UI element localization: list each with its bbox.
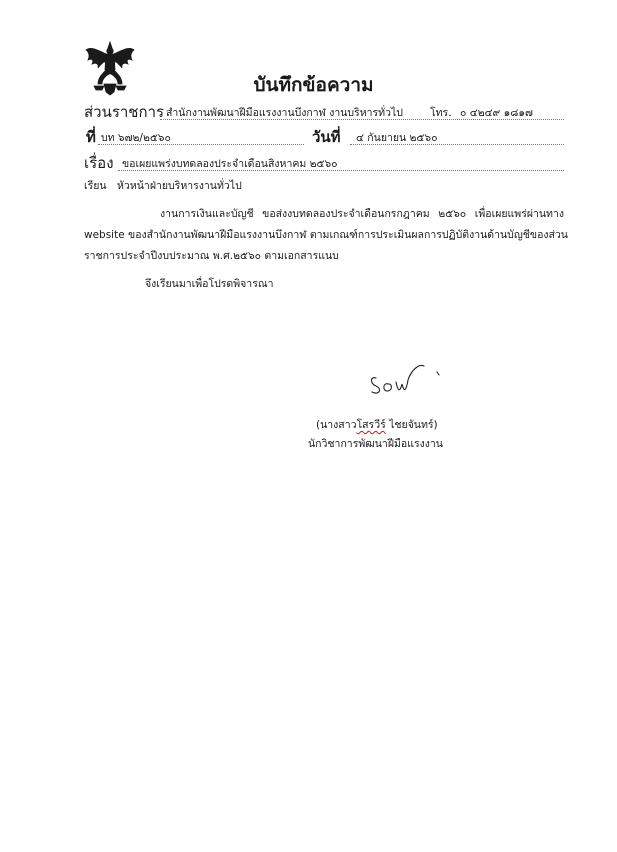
department-rule [160, 119, 564, 120]
subject-rule [118, 170, 564, 171]
date-value: ๔ กันยายน ๒๕๖๐ [356, 132, 438, 144]
memo-title: บันทึกข้อความ [253, 74, 374, 96]
signatory-name [316, 416, 438, 433]
to-value: หัวหน้าฝ่ายบริหารงานทั่วไป [117, 180, 242, 192]
to-label: เรียน [84, 180, 107, 192]
department-label: ส่วนราชการ [84, 103, 165, 121]
ref-rule [98, 144, 304, 145]
subject-label: เรื่อง [84, 154, 114, 172]
body-line-2: website ของสำนักงานพัฒนาฝีมือแรงงานบึงกาฬ ตามเกณฑ์การประเมินผลการปฏิบัติงานด้านบัญชีของส่วน [84, 229, 568, 241]
body-line-3: ราชการประจำปีงบประมาณ พ.ศ.๒๕๖๐ ตามเอกสารแนบ [84, 250, 339, 262]
closing-text: จึงเรียนมาเพื่อโปรดพิจารณา [145, 278, 274, 290]
signatory-name-underlined: โสรวีร์ [356, 419, 386, 431]
date-label: วันที่ [312, 128, 341, 146]
phone-label: โทร. [430, 107, 452, 119]
signatory-name-open: (นางสาว [316, 419, 357, 431]
phone-value: ๐ ๔๒๔๙ ๑๘๑๗ [460, 107, 533, 119]
ref-value: บท ๖๗๒/๒๕๖๐ [101, 132, 171, 144]
signatory-name-close: ไชยจันทร์) [385, 419, 438, 431]
signatory-position: นักวิชาการพัฒนาฝีมือแรงงาน [308, 438, 443, 450]
subject-value: ขอเผยแพร่งบทดลองประจำเดือนสิงหาคม ๒๕๖๐ [122, 158, 338, 170]
handwritten-signature [368, 362, 448, 406]
department-value: สำนักงานพัฒนาฝีมือแรงงานบึงกาฬ งานบริหารทั่วไป [166, 107, 403, 119]
date-rule [350, 144, 564, 145]
ref-label: ที่ [86, 128, 96, 146]
body-line-1: งานการเงินและบัญชี ขอส่งงบทดลองประจำเดือนกรกฎาคม ๒๕๖๐ เพื่อเผยแพร่ผ่านทาง [160, 208, 564, 220]
